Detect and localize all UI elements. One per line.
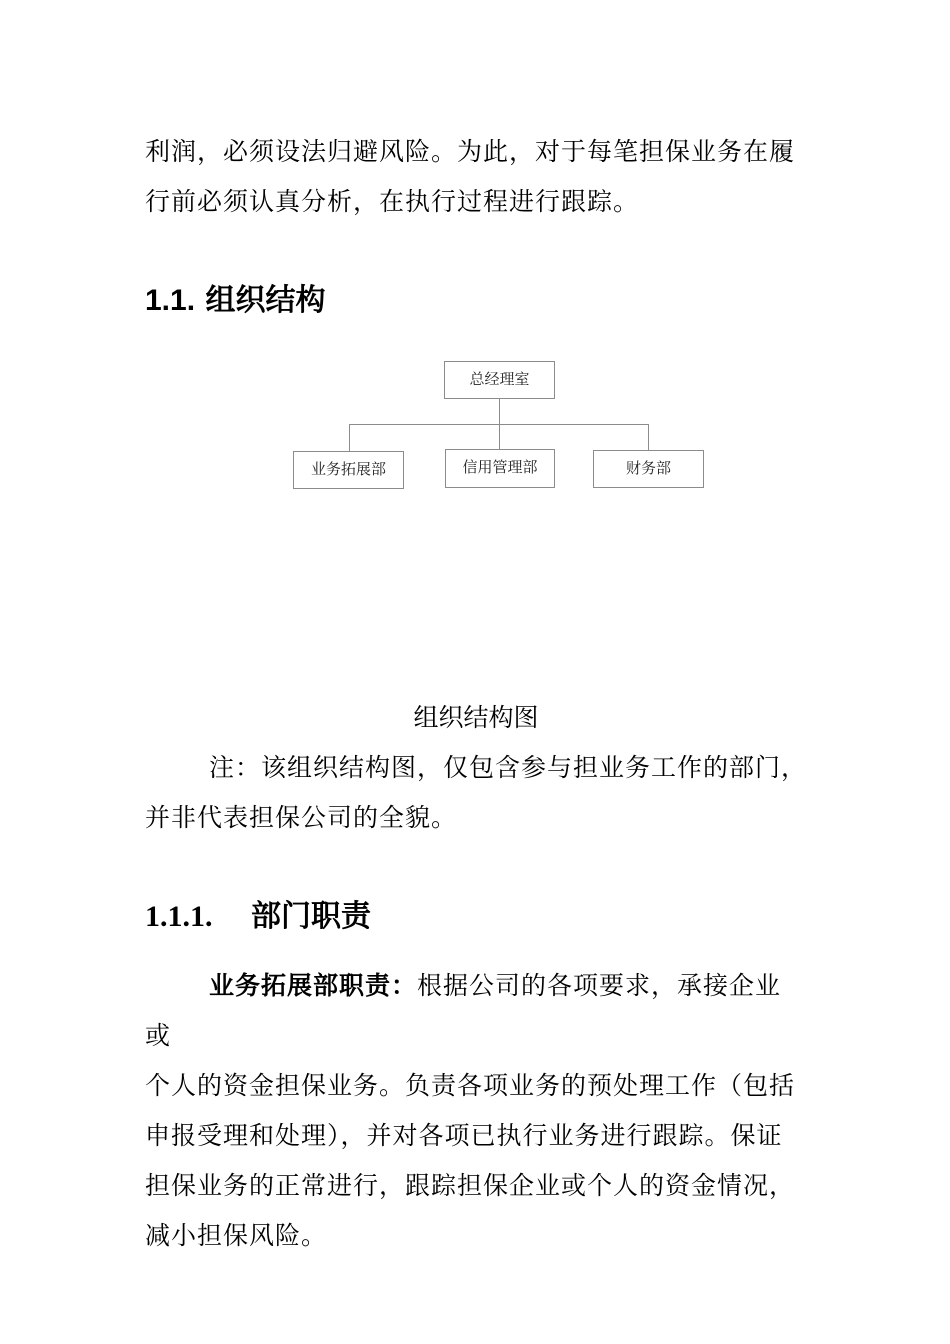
connector-left [349,424,350,454]
duty-line-5: 减小担保风险。 [145,1221,328,1250]
note-paragraph [145,743,807,843]
org-node-root: 总经理室 [444,361,555,399]
section-heading-1-1 [145,281,326,321]
intro-line-2: 行前必须认真分析，在执行过程进行跟踪。 [145,187,640,216]
intro-paragraph [145,127,807,227]
org-node-finance: 财务部 [593,450,704,488]
section-heading-1-1-1 [145,897,371,937]
figure-caption: 组织结构图 [413,703,539,732]
section-title: 组织结构 [205,283,326,318]
section-number: 1.1. [145,284,196,317]
duty-paragraph [145,961,807,1261]
note-line-1: 注：该组织结构图，仅包含参与担业务工作的部门， [209,753,808,782]
connector-root [499,398,500,425]
duty-line-4: 担保业务的正常进行，跟踪担保企业或个人的资金情况， [145,1171,796,1200]
intro-line-1: 利润，必须设法归避风险。为此，对于每笔担保业务在履 [145,137,796,166]
duty-lead: 业务拓展部职责： [209,971,418,1000]
note-line-2: 并非代表担保公司的全貌。 [145,803,458,832]
duty-line-2: 个人的资金担保业务。负责各项业务的预处理工作（包括 [145,1071,796,1100]
connector-right [648,424,649,451]
duty-line-3: 申报受理和处理），并对各项已执行业务进行跟踪。保证 [145,1121,783,1150]
section-number: 1.1.1. [145,900,213,933]
org-node-credit: 信用管理部 [445,449,555,488]
section-title: 部门职责 [250,899,371,934]
duty-line-1: 根据公司的各项要求，承接企业或 [145,971,782,1050]
connector-middle [499,424,500,450]
org-node-business: 业务拓展部 [293,451,404,489]
